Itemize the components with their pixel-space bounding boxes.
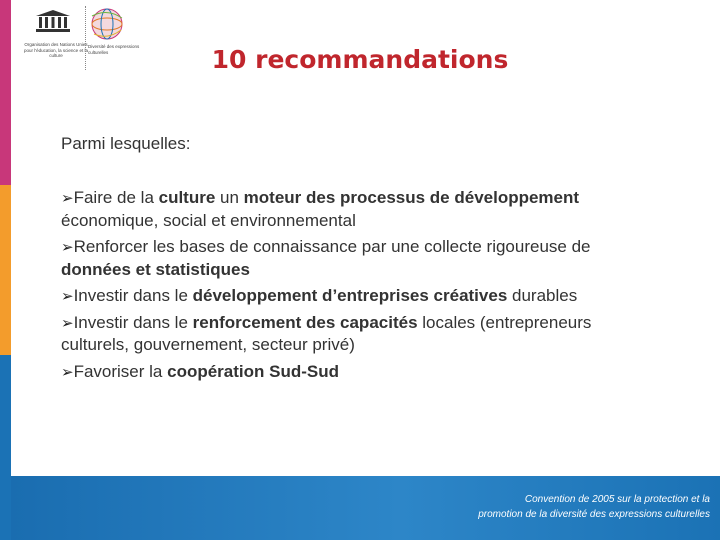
slide-title: 10 recommandations xyxy=(211,45,509,74)
arrow-bullet-icon: ➢ xyxy=(61,287,74,305)
recommendation-list xyxy=(61,187,661,387)
list-item xyxy=(61,312,661,357)
arrow-bullet-icon: ➢ xyxy=(61,362,74,381)
bullet-text: Investir dans le xyxy=(73,286,193,305)
list-item xyxy=(61,285,661,308)
emphasis-text: moteur des processus de développement xyxy=(243,188,580,207)
bullet-text: Renforcer les bases de connaissance par une collecte rigoureuse de xyxy=(73,237,591,256)
list-item xyxy=(61,236,661,281)
unesco-temple-logo xyxy=(36,10,70,32)
footer-text xyxy=(410,492,710,522)
list-item xyxy=(61,187,661,232)
left-bar-magenta xyxy=(0,0,11,185)
emphasis-text: données et statistiques xyxy=(61,259,250,279)
arrow-bullet-icon: ➢ xyxy=(61,313,74,332)
emphasis-text: développement d’entreprises créatives xyxy=(192,286,508,305)
arrow-bullet-icon: ➢ xyxy=(61,189,74,207)
emphasis-text: coopération Sud-Sud xyxy=(167,361,339,381)
footer-line-1: Convention de 2005 sur la protection et la xyxy=(524,494,710,505)
convention-org-text: Diversité des expressions culturelles xyxy=(88,44,140,55)
footer-line-2: promotion de la diversité des expressions culturelles xyxy=(478,509,710,520)
bullet-text: Faire de la xyxy=(73,188,159,207)
left-bar-orange xyxy=(0,185,11,355)
bullet-text: locales (entrepreneurs culturels, gouvernement, secteur privé) xyxy=(61,312,592,354)
bullet-text: Investir dans le xyxy=(73,312,193,332)
arrow-bullet-icon: ➢ xyxy=(61,238,74,256)
bullet-text: Favoriser la xyxy=(73,361,168,381)
unesco-org-text: Organisation des Nations Unies pour l'éducation, la science et la culture xyxy=(24,42,88,58)
list-item xyxy=(61,361,661,384)
left-bar-blue xyxy=(0,355,11,540)
emphasis-text: culture xyxy=(158,188,216,207)
convention-globe-logo xyxy=(88,6,126,42)
footer-band xyxy=(11,476,720,540)
bullet-text: économique, social et environnemental xyxy=(61,210,356,230)
intro-text: Parmi lesquelles: xyxy=(61,134,191,153)
bullet-text: un xyxy=(215,188,244,207)
emphasis-text: renforcement des capacités xyxy=(192,312,418,332)
bullet-text: durables xyxy=(507,286,578,305)
